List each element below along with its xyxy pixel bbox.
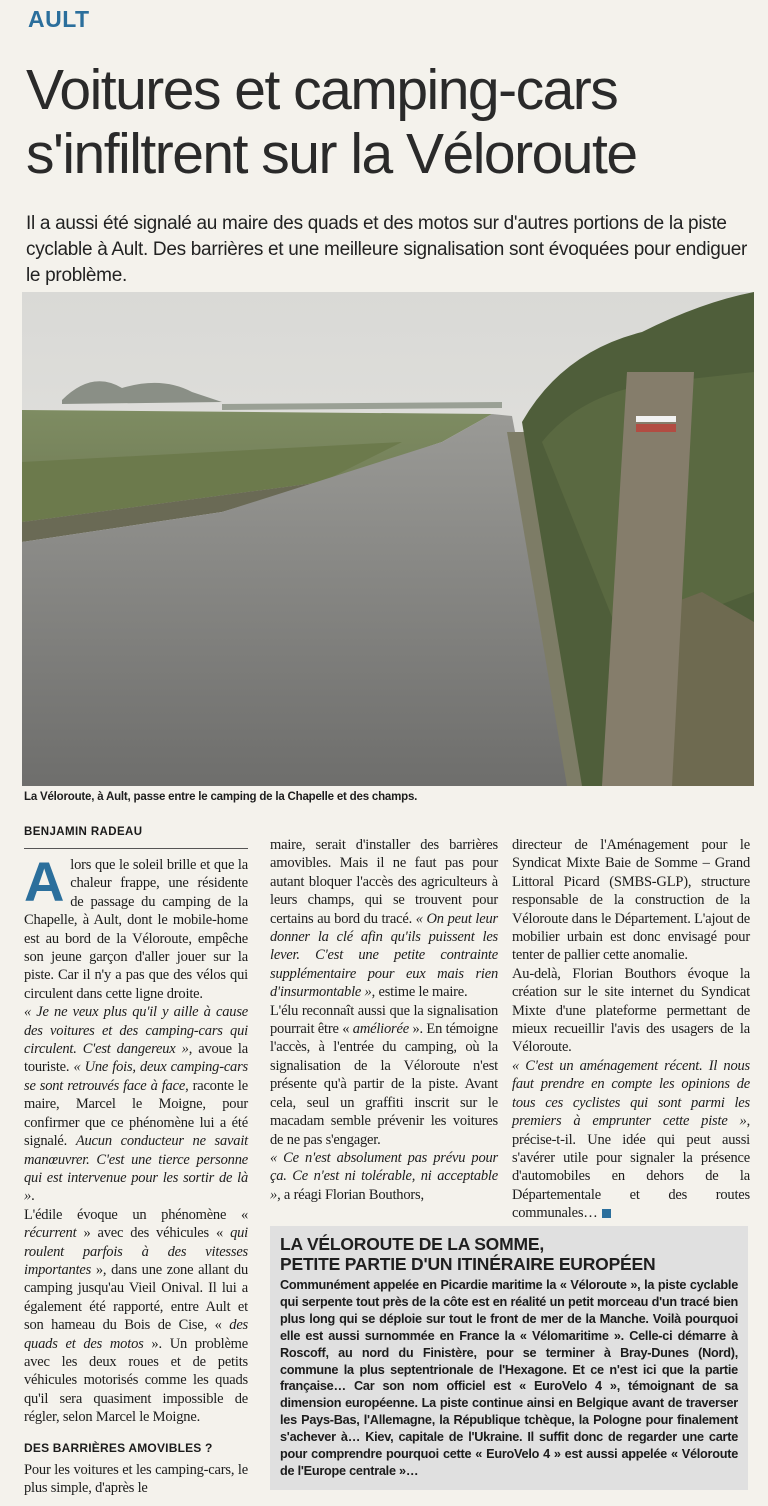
article-headline <box>26 58 746 186</box>
headline-line-2: s'infiltrent sur la Véloroute <box>26 122 637 186</box>
quote: « C'est un aménagement récent. Il nous faut prendre en compte les opinions de tous ces cyclistes qui sont parmi les premiers à emprunter cette piste » <box>512 1057 750 1130</box>
quote: récurrent <box>24 1225 77 1242</box>
text: , avoue la touriste. <box>24 1041 248 1076</box>
paragraph-2 <box>24 1003 248 1205</box>
paragraph-9: Au-delà, Florian Bouthors évoque la création sur le site internet du Syndicat Mixte d'une plateforme permettant de mieux recueillir l'avis des usagers de la Véloroute. <box>512 965 750 1056</box>
quote: qui roulent parfois à des vitesses importantes <box>24 1225 248 1278</box>
text: L'élu reconnaît aussi que la signalisation pourrait être « <box>270 1002 498 1038</box>
text: », dans une zone allant du camping jusqu'au Vieil Onival. Il lui a également été rapporté, entre Ault et son hameau du Bois de Cise, « <box>24 1261 248 1334</box>
byline-rule <box>24 848 248 849</box>
box-title-line-1: LA VÉLOROUTE DE LA SOMME, <box>280 1234 544 1254</box>
section-label: AULT <box>28 6 90 32</box>
subheading: DES BARRIÈRES AMOVIBLES ? <box>24 1440 213 1455</box>
end-of-article-icon <box>602 1209 611 1218</box>
quote: « Ce n'est absolument pas prévu pour ça. Ce n'est ni tolérable, ni acceptable » <box>270 1149 498 1203</box>
quote: « On peut leur donner la clé afin qu'ils puissent les lever. C'est une petite contrainte supplémentaire pour eux mais rien d'insurmontable » <box>270 910 498 1001</box>
paragraph-1 <box>24 850 248 1003</box>
box-body: Communément appelée en Picardie maritime la « Véloroute », la piste cyclable qui serpente tout près de la côte est en réalité un petit morceau d'un tracé bien plus long qui se déploie sur tout le front de mer de la Manche. Voilà pourquoi elle est aussi surnommée en France la « Vélomaritime ». Celle-ci démarre à Roscoff, au nord du Finistère, pour se terminer à Bray-Dunes (Nord), commune la plus septentrionale de l'Hexagone. Et ce n'est ici que la partie française… Car son nom officiel est « EuroVelo 4 », témoignant de sa dimension européenne. La piste continue ainsi en Belgique avant de traverser les Pays-Bas, l'Allemagne, la République tchèque, la Pologne pour finalement s'achever à… Kiev, capitale de l'Ukraine. Il suffit donc de regarder une carte pour comprendre pourquoi cette « EuroVelo 4 » est aussi appelée « Véloroute de l'Europe centrale »… <box>280 1278 738 1478</box>
text: ». En témoigne l'accès, à l'entrée du camping, où la signalisation de la Véloroute n'est présente qu'à partir de la piste. Avant cela, seul un graffiti inscrit sur le macadam semble prévenir les voitures de ne pas s'engager. <box>270 1021 498 1148</box>
text: . <box>31 1188 35 1205</box>
quote: des quads et des motos <box>24 1317 248 1352</box>
byline: BENJAMIN RADEAU <box>24 826 143 838</box>
quote: Aucun conducteur ne savait manœuvrer. C'est une tierce personne qui est intervenue pour les sortir de là » <box>24 1133 248 1205</box>
article-column-3 <box>512 836 750 1223</box>
paragraph-5 <box>270 836 498 1002</box>
paragraph-8: directeur de l'Aménagement pour le Syndicat Mixte Baie de Somme – Grand Littoral Picard (SMBS-GLP), structure responsable de la construction de la Véloroute dans le Département. L'ajout de mobilier urbain est donc envisagé pour tenter de pallier cette anomalie. <box>512 837 750 964</box>
quote: « Une fois, deux camping-cars se sont retrouvés face à face <box>24 1059 248 1094</box>
text: , raconte le maire, Marcel le Moigne, pour confirmer que ce phénomène lui a été signalé. <box>24 1077 248 1150</box>
paragraph-7 <box>270 1149 498 1204</box>
paragraph-3 <box>24 1206 248 1427</box>
box-title <box>280 1234 738 1274</box>
article-lede: Il a aussi été signalé au maire des quads et des motos sur d'autres portions de la piste cyclable à Ault. Des barrières et une meilleure signalisation sont évoquées pour endiguer le problème. <box>26 213 748 286</box>
article-column-1 <box>24 850 248 1498</box>
text: maire, serait d'installer des barrières amovibles. Mais il ne faut pas pour autant bloquer l'accès des agriculteurs à leurs champs, qui se trouvent pour certains au bord du tracé. <box>270 837 498 927</box>
text: » avec des véhicules « <box>76 1225 231 1242</box>
text: , a réagi Florian Bouthors, <box>277 1186 424 1203</box>
text: , estime le maire. <box>371 984 468 1001</box>
paragraph-1-text: lors que le soleil brille et que la chaleur frappe, une résidente de passage du camping de la Chapelle, à Ault, dont le mobile-home est au bord de la Véloroute, empêche son jeune garçon d'aller jouer sur la piste. Car il n'y a pas que des vélos qui circulent dans cette ligne droite. <box>24 857 248 1002</box>
photo-caption: La Véloroute, à Ault, passe entre le camping de la Chapelle et des champs. <box>24 791 418 803</box>
quote: « Je ne veux plus qu'il y aille à cause des voitures et des camping-cars qui circulent. C'est dangereux » <box>24 1004 248 1058</box>
paragraph-6 <box>270 1002 498 1149</box>
article-column-2 <box>270 836 498 1204</box>
road-photo-illustration <box>22 292 754 786</box>
paragraph-4: Pour les voitures et les camping-cars, le plus simple, d'après le <box>24 1462 248 1497</box>
box-title-line-2: PETITE PARTIE D'UN ITINÉRAIRE EUROPÉEN <box>280 1254 656 1274</box>
article-photo <box>22 292 754 786</box>
quote: améliorée <box>352 1021 409 1038</box>
paragraph-10 <box>512 1057 750 1223</box>
text: ». Un problème avec les deux roues et de petits véhicules motorisés comme les quads qu'il sera quasiment impossible de régler, selon Marcel le Moigne. <box>24 1335 248 1426</box>
headline-line-1: Voitures et camping-cars <box>26 58 618 122</box>
text: L'édile évoque un phénomène « <box>24 1206 248 1223</box>
sidebar-box <box>270 1226 748 1490</box>
text: , précise-t-il. Une idée qui peut aussi s'avérer utile pour signaler la présence d'automobiles en dehors de la Départementale et des routes communales… <box>512 1113 750 1222</box>
drop-cap: A <box>24 850 65 913</box>
